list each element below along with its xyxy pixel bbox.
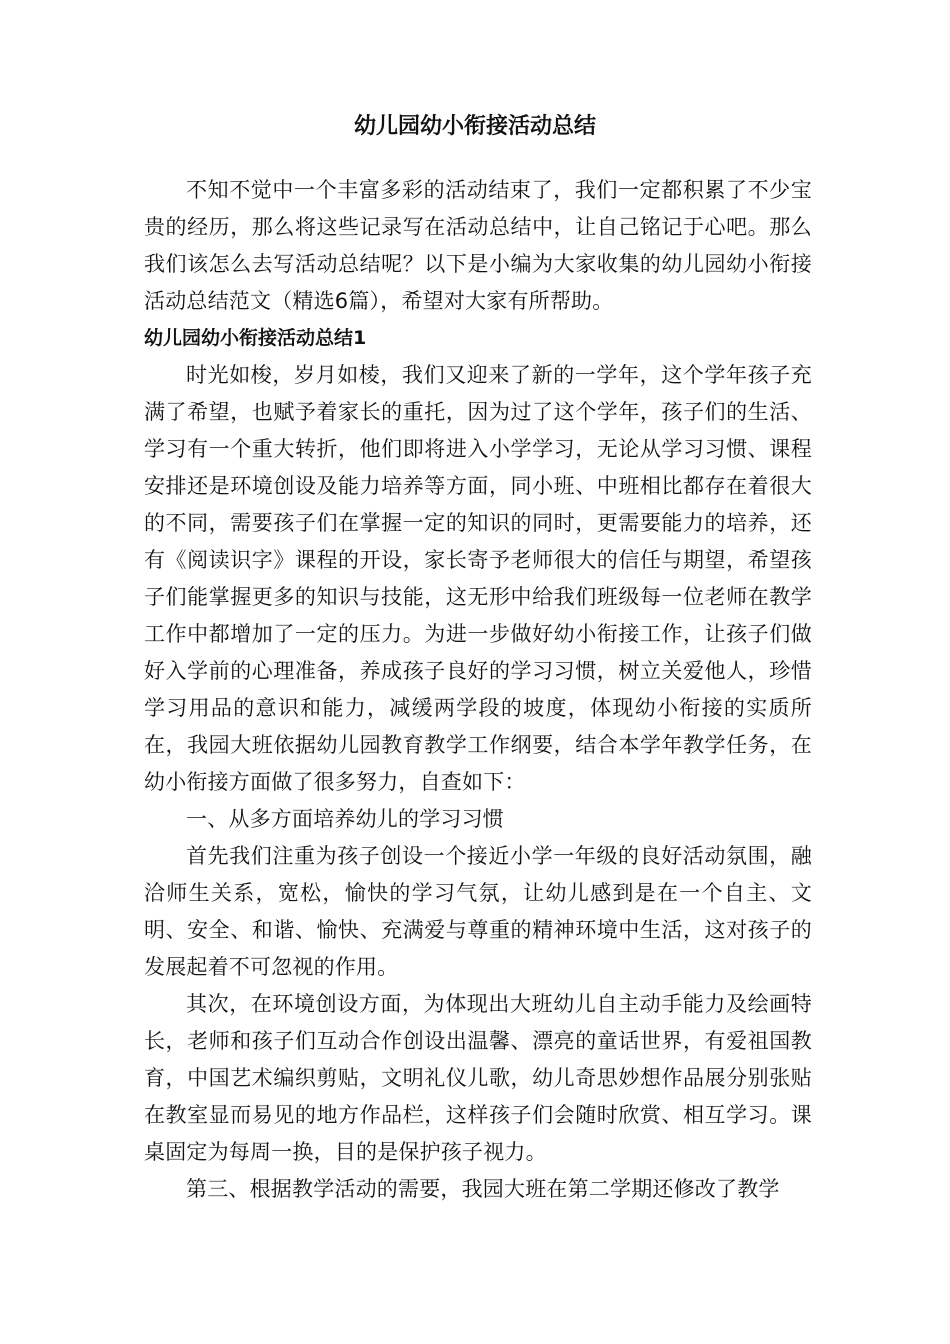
subheading-1: 一、从多方面培养幼儿的学习习惯	[186, 807, 504, 831]
section-heading: 幼儿园幼小衔接活动总结1	[144, 327, 367, 349]
intro-paragraph: 不知不觉中一个丰富多彩的活动结束了，我们一定都积累了不少宝贵的经历，那么将这些记录写在活动总结中，让自己铭记于心吧。那么我们该怎么去写活动总结呢？以下是小编为大家收集的幼儿园幼小衔接活动总结范文（精选6篇），希望对大家有所帮助。	[144, 178, 812, 313]
document-body	[144, 172, 812, 1208]
paragraph-2: 首先我们注重为孩子创设一个接近小学一年级的良好活动氛围，融洽师生关系，宽松，愉快的学习气氛，让幼儿感到是在一个自主、文明、安全、和谐、愉快、充满爱与尊重的精神环境中生活，这对孩子的发展起着不可忽视的作用。	[144, 844, 812, 979]
paragraph-1: 时光如梭，岁月如棱，我们又迎来了新的一学年，这个学年孩子充满了希望，也赋予着家长的重托，因为过了这个学年，孩子们的生活、学习有一个重大转折，他们即将进入小学学习，无论从学习习惯、课程安排还是环境创设及能力培养等方面，同小班、中班相比都存在着很大的不同，需要孩子们在掌握一定的知识的同时，更需要能力的培养，还有《阅读识字》课程的开设，家长寄予老师很大的信任与期望，希望孩子们能掌握更多的知识与技能，这无形中给我们班级每一位老师在教学工作中都增加了一定的压力。为进一步做好幼小衔接工作，让孩子们做好入学前的心理准备，养成孩子良好的学习习惯，树立关爱他人，珍惜学习用品的意识和能力，减缓两学段的坡度，体现幼小衔接的实质所在，我园大班依据幼儿园教育教学工作纲要，结合本学年教学任务，在幼小衔接方面做了很多努力，自查如下：	[144, 363, 812, 794]
paragraph-3: 其次，在环境创设方面，为体现出大班幼儿自主动手能力及绘画特长，老师和孩子们互动合作创设出温馨、漂亮的童话世界，有爱祖国教育，中国艺术编织剪贴，文明礼仪儿歌，幼儿奇思妙想作品展分别张贴在教室显而易见的地方作品栏，这样孩子们会随时欣赏、相互学习。课桌固定为每周一换，目的是保护孩子视力。	[144, 992, 812, 1164]
paragraph-4: 第三、根据教学活动的需要，我园大班在第二学期还修改了教学	[186, 1177, 780, 1201]
document-title: 幼儿园幼小衔接活动总结	[353, 114, 596, 139]
